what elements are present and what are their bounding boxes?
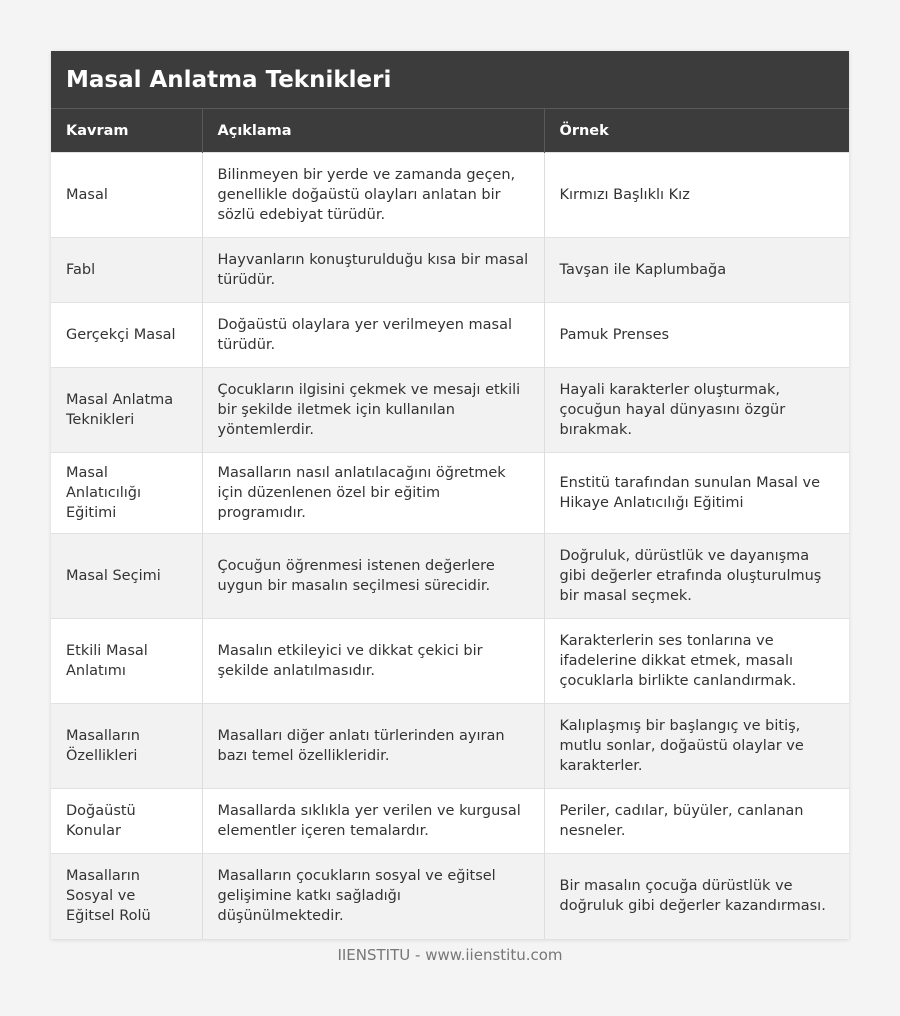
cell-ornek: Kırmızı Başlıklı Kız — [544, 153, 849, 238]
cell-aciklama: Bilinmeyen bir yerde ve zamanda geçen, genellikle doğaüstü olayları anlatan bir sözlü edebiyat türüdür. — [202, 153, 544, 238]
cell-kavram: Masal Anlatma Teknikleri — [51, 368, 202, 453]
table-row — [51, 789, 849, 854]
cell-ornek: Pamuk Prenses — [544, 303, 849, 368]
column-header-aciklama: Açıklama — [202, 109, 544, 153]
cell-kavram: Masalların Özellikleri — [51, 704, 202, 789]
table-row — [51, 238, 849, 303]
cell-ornek: Karakterlerin ses tonlarına ve ifadelerine dikkat etmek, masalı çocuklarla birlikte canlandırmak. — [544, 619, 849, 704]
cell-kavram: Etkili Masal Anlatımı — [51, 619, 202, 704]
page-title: Masal Anlatma Teknikleri — [51, 51, 849, 108]
cell-aciklama: Masallarda sıklıkla yer verilen ve kurgusal elementler içeren temalardır. — [202, 789, 544, 854]
cell-ornek: Enstitü tarafından sunulan Masal ve Hikaye Anlatıcılığı Eğitimi — [544, 453, 849, 534]
table-body — [51, 153, 849, 939]
content-card — [51, 51, 849, 939]
column-header-ornek: Örnek — [544, 109, 849, 153]
footer-credit: IIENSTITU - www.iienstitu.com — [337, 946, 563, 964]
table-row — [51, 453, 849, 534]
table-header — [51, 109, 849, 153]
table-row — [51, 534, 849, 619]
table-row — [51, 619, 849, 704]
cell-kavram: Masal Anlatıcılığı Eğitimi — [51, 453, 202, 534]
cell-ornek: Periler, cadılar, büyüler, canlanan nesneler. — [544, 789, 849, 854]
table-row — [51, 153, 849, 238]
cell-kavram: Fabl — [51, 238, 202, 303]
cell-aciklama: Çocukların ilgisini çekmek ve mesajı etkili bir şekilde iletmek için kullanılan yöntemlerdir. — [202, 368, 544, 453]
cell-ornek: Kalıplaşmış bir başlangıç ve bitiş, mutlu sonlar, doğaüstü olaylar ve karakterler. — [544, 704, 849, 789]
concepts-table — [51, 108, 849, 939]
cell-kavram: Masalların Sosyal ve Eğitsel Rolü — [51, 854, 202, 939]
cell-aciklama: Çocuğun öğrenmesi istenen değerlere uygun bir masalın seçilmesi sürecidir. — [202, 534, 544, 619]
table-header-row — [51, 109, 849, 153]
cell-aciklama: Doğaüstü olaylara yer verilmeyen masal türüdür. — [202, 303, 544, 368]
table-row — [51, 368, 849, 453]
table-row — [51, 303, 849, 368]
table-row — [51, 854, 849, 939]
cell-kavram: Masal — [51, 153, 202, 238]
cell-aciklama: Masalın etkileyici ve dikkat çekici bir şekilde anlatılmasıdır. — [202, 619, 544, 704]
cell-aciklama: Masalları diğer anlatı türlerinden ayıran bazı temel özellikleridir. — [202, 704, 544, 789]
cell-aciklama: Masalların nasıl anlatılacağını öğretmek için düzenlenen özel bir eğitim programıdır. — [202, 453, 544, 534]
cell-kavram: Masal Seçimi — [51, 534, 202, 619]
column-header-kavram: Kavram — [51, 109, 202, 153]
cell-ornek: Bir masalın çocuğa dürüstlük ve doğruluk gibi değerler kazandırması. — [544, 854, 849, 939]
cell-kavram: Gerçekçi Masal — [51, 303, 202, 368]
cell-ornek: Doğruluk, dürüstlük ve dayanışma gibi değerler etrafında oluşturulmuş bir masal seçmek. — [544, 534, 849, 619]
cell-kavram: Doğaüstü Konular — [51, 789, 202, 854]
cell-ornek: Hayali karakterler oluşturmak, çocuğun hayal dünyasını özgür bırakmak. — [544, 368, 849, 453]
cell-aciklama: Hayvanların konuşturulduğu kısa bir masal türüdür. — [202, 238, 544, 303]
cell-ornek: Tavşan ile Kaplumbağa — [544, 238, 849, 303]
cell-aciklama: Masalların çocukların sosyal ve eğitsel gelişimine katkı sağladığı düşünülmektedir. — [202, 854, 544, 939]
table-row — [51, 704, 849, 789]
